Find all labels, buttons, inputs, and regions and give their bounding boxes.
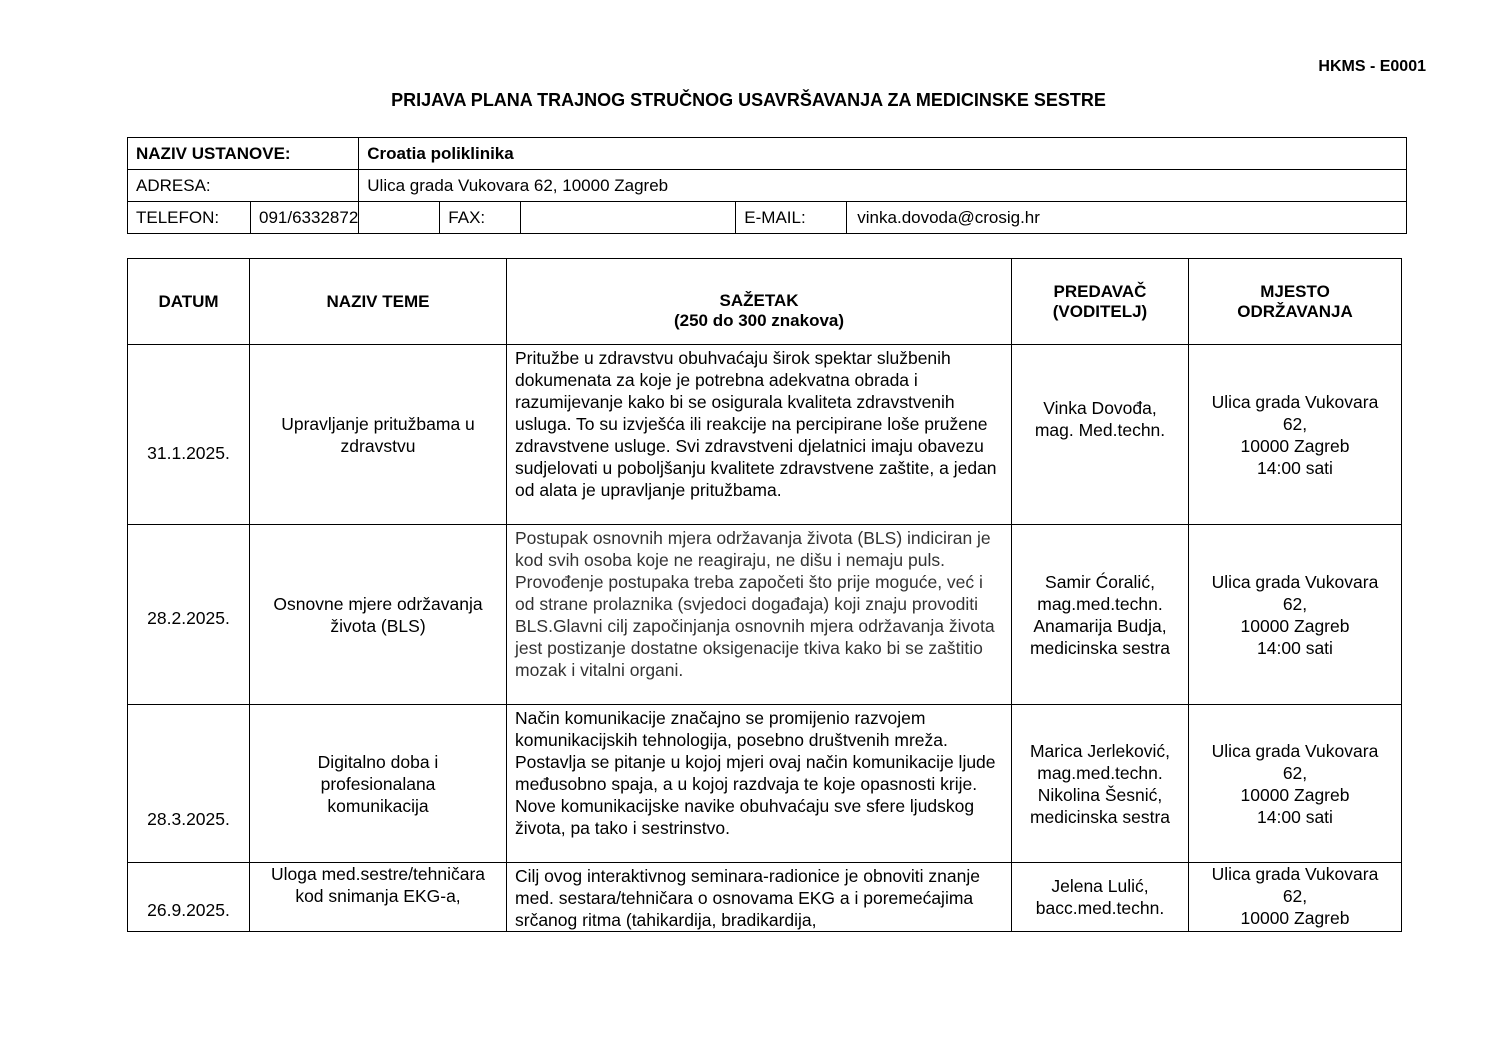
row-date: 26.9.2025.: [128, 863, 250, 932]
row-topic: Osnovne mjere održavanja života (BLS): [250, 525, 507, 705]
place-line: 62,: [1282, 762, 1308, 783]
row-lecturer: [1012, 863, 1189, 932]
fax-label: FAX:: [440, 202, 521, 233]
lecturer-line: Anamarija Budja,: [1033, 615, 1167, 636]
lecturer-line: medicinska sestra: [1029, 806, 1171, 827]
place-line: 10000 Zagreb: [1240, 615, 1350, 636]
row-place: [1189, 525, 1402, 705]
place-line: 10000 Zagreb: [1240, 784, 1350, 805]
row-date: 31.1.2025.: [128, 345, 250, 525]
row-lecturer: [1012, 705, 1189, 863]
row-date: 28.2.2025.: [128, 525, 250, 705]
fax-value: [521, 202, 736, 233]
header-place: [1189, 259, 1402, 345]
row-lecturer: [1012, 525, 1189, 705]
place-line: 62,: [1282, 886, 1308, 906]
place-line: 10000 Zagreb: [1240, 435, 1350, 456]
lecturer-line: mag.med.techn.: [1037, 762, 1163, 783]
table-row: [128, 525, 1402, 705]
lecturer-line: Marica Jerleković,: [1029, 740, 1171, 761]
place-line: 62,: [1282, 593, 1308, 614]
page-title: PRIJAVA PLANA TRAJNOG STRUČNOG USAVRŠAVANJA ZA MEDICINSKE SESTRE: [391, 90, 1106, 110]
header-row: [128, 259, 1402, 345]
header-date: DATUM: [128, 259, 250, 345]
phone-value: 091/6332872: [259, 207, 359, 227]
header-summary-title: SAŽETAK: [719, 290, 799, 310]
header-lecturer-title: PREDAVAČ: [1053, 281, 1147, 301]
phone-value-spacer: [359, 202, 440, 233]
row-summary: Pritužbe u zdravstvu obuhvaćaju širok spektar službenih dokumenata za koje je potrebna adekvatna obrada i razumijevanje kako bi se osigurala kvaliteta zdravstvenih usluga. To su izvješća ili reakcije na percipirane loše pružene zdravstvene usluge. Svi zdravstveni djelatnici imaju obavezu sudjelovati u poboljšanju kvalitete zdravstvene zaštite, a jedan od alata je upravljanje pritužbama.: [507, 345, 1012, 525]
place-line: Ulica grada Vukovara: [1211, 864, 1379, 884]
place-line: Ulica grada Vukovara: [1211, 571, 1379, 592]
header-summary-note: (250 do 300 znakova): [673, 310, 845, 330]
row-place: [1189, 863, 1402, 932]
table-row: [128, 345, 1402, 525]
row-summary: [507, 863, 1012, 932]
header-place-line2: ODRŽAVANJA: [1237, 301, 1353, 321]
header-place-line1: MJESTO: [1260, 281, 1330, 301]
lecturer-line: bacc.med.techn.: [1035, 898, 1165, 918]
row-place: [1189, 345, 1402, 525]
header-summary: [507, 259, 1012, 345]
row-lecturer: [1012, 345, 1189, 525]
header-lecturer-note: (VODITELJ): [1052, 301, 1148, 321]
row-topic: Upravljanje pritužbama u zdravstvu: [250, 345, 507, 525]
place-line: Ulica grada Vukovara: [1211, 391, 1379, 412]
row-summary-text: Cilj ovog interaktivnog seminara-radionice je obnoviti znanje med. sestara/tehničara o osnovama EKG a i poremećajima srčanog ritma (tahikardija, bradikardija,: [515, 866, 980, 930]
place-line: Ulica grada Vukovara: [1211, 740, 1379, 761]
institution-name-label: NAZIV USTANOVE:: [128, 138, 359, 170]
lecturer-line: Nikolina Šesnić,: [1037, 784, 1163, 805]
row-place: [1189, 705, 1402, 863]
form-code: HKMS - E0001: [1318, 58, 1426, 75]
place-line: 62,: [1282, 413, 1308, 434]
email-value: vinka.dovoda@crosig.hr: [857, 207, 1040, 227]
header-topic: NAZIV TEME: [250, 259, 507, 345]
table-row: [128, 863, 1402, 932]
table-row: [128, 705, 1402, 863]
row-topic: Digitalno doba i profesionalana komunikacija: [250, 705, 507, 863]
row-topic: Uloga med.sestre/tehničara kod snimanja EKG-a,: [250, 863, 507, 932]
plan-table: [127, 258, 1402, 932]
lecturer-line: mag. Med.techn.: [1034, 420, 1166, 440]
phone-label: TELEFON:: [128, 202, 251, 233]
address-value: Ulica grada Vukovara 62, 10000 Zagreb: [359, 170, 1407, 202]
institution-table: [127, 137, 1407, 234]
header-lecturer: [1012, 259, 1189, 345]
place-line: 14:00 sati: [1257, 457, 1333, 478]
place-line: 14:00 sati: [1257, 637, 1333, 658]
row-summary: Način komunikacije značajno se promijenio razvojem komunikacijskih tehnologija, posebno društvenih mreža. Postavlja se pitanje u kojoj mjeri ovaj način komunikacije ljude međusobno spaja, a u kojoj razdvaja te koje opasnosti krije. Nove komunikacijske navike obuhvaćaju sve sfere ljudskog života, pa tako i sestrinstvo.: [507, 705, 1012, 863]
lecturer-line: mag.med.techn.: [1037, 593, 1163, 614]
lecturer-line: medicinska sestra: [1029, 637, 1171, 658]
place-line: 10000 Zagreb: [1240, 908, 1350, 928]
lecturer-line: Samir Ćoralić,: [1045, 571, 1155, 592]
row-summary: Postupak osnovnih mjera održavanja života (BLS) indiciran je kod svih osoba koje ne reagiraju, ne dišu i nemaju puls. Provođenje postupaka treba započeti što prije moguće, već i od strane prolaznika (svjedoci događaja) koji znaju provoditi BLS.Glavni cilj započinjanja osnovnih mjera održavanja života jest postizanje dostatne oksigenacije tkiva kako bi se zaštitio mozak i vitalni organi.: [507, 525, 1012, 705]
row-date: 28.3.2025.: [128, 705, 250, 863]
lecturer-line: Jelena Lulić,: [1051, 876, 1149, 896]
address-label: ADRESA:: [128, 170, 359, 202]
institution-name-value: Croatia poliklinika: [359, 138, 1407, 170]
email-label: E-MAIL:: [736, 202, 847, 233]
place-line: 14:00 sati: [1257, 806, 1333, 827]
lecturer-line: Vinka Dovođa,: [1043, 398, 1157, 418]
